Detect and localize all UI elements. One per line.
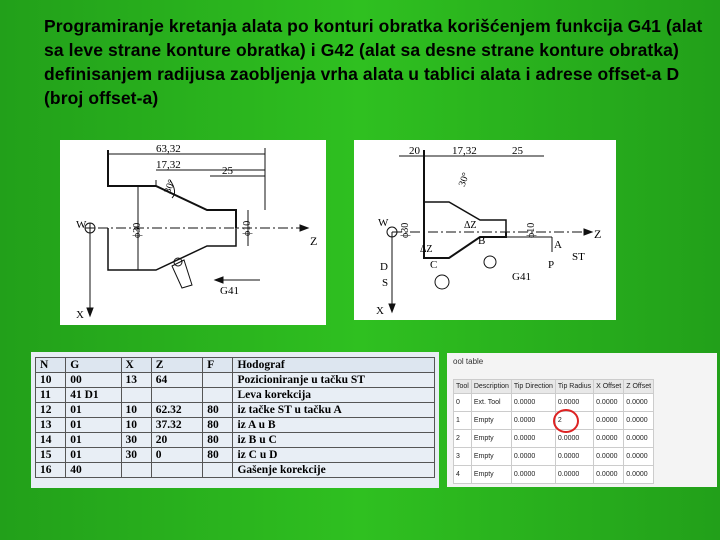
- cell: 11: [36, 388, 66, 403]
- contour-diagram-g41: [60, 140, 326, 325]
- program-table: [35, 357, 435, 478]
- cell[interactable]: 0.0000: [511, 430, 555, 448]
- cell: Leva korekcija: [233, 388, 435, 403]
- z-label: Z: [594, 227, 602, 241]
- cell[interactable]: 4: [454, 466, 472, 484]
- cell[interactable]: 0.0000: [511, 412, 555, 430]
- dz1-label: ΔZ: [464, 220, 477, 231]
- g41-label: G41: [220, 285, 239, 297]
- cell: 01: [66, 448, 121, 463]
- cell: 80: [203, 418, 233, 433]
- header-tip-direction: Tip Direction: [511, 380, 555, 394]
- w-label: W: [76, 219, 87, 231]
- cell[interactable]: 0.0000: [511, 394, 555, 412]
- dim-b: 25: [222, 165, 233, 177]
- table-row[interactable]: [454, 430, 654, 448]
- table-row: [36, 463, 435, 478]
- d30-label: ϕ30: [132, 222, 143, 238]
- st-label: ST: [572, 251, 585, 263]
- dz2-label: ΔZ: [420, 244, 433, 255]
- a-label: A: [554, 239, 562, 251]
- cell: 14: [36, 433, 66, 448]
- cell: iz B u C: [233, 433, 435, 448]
- cell: 00: [66, 373, 121, 388]
- tool-table-title: ool table: [453, 357, 484, 366]
- tool-table: [453, 379, 654, 484]
- cell[interactable]: 2: [454, 430, 472, 448]
- cell[interactable]: Ext. Tool: [471, 394, 511, 412]
- slide-title: Programiranje kretanja alata po konturi obratka korišćenjem funkcija G41 (alat sa leve strane konture obratka) i G42 (alat sa desne strane konture obratka) definisanjem radijusa zaobljenja vrha alata u tablici alata i adrese offset-a D (broj offset-a): [44, 16, 703, 108]
- cell: 20: [151, 433, 202, 448]
- header-tip-radius: Tip Radius: [555, 380, 593, 394]
- cell: 64: [151, 373, 202, 388]
- cell[interactable]: Empty: [471, 430, 511, 448]
- cell[interactable]: Empty: [471, 448, 511, 466]
- table-row[interactable]: [454, 466, 654, 484]
- table-row: [36, 433, 435, 448]
- s-label: S: [382, 277, 389, 289]
- header-g: G: [66, 358, 121, 373]
- header-x-offset: X Offset: [594, 380, 624, 394]
- highlight-circle: [553, 409, 579, 433]
- table-row: [36, 418, 435, 433]
- g41-label: G41: [512, 271, 531, 283]
- cell: [203, 463, 233, 478]
- cell: 62.32: [151, 403, 202, 418]
- d10-label: ϕ10: [526, 222, 537, 238]
- cell[interactable]: 1: [454, 412, 472, 430]
- header-z-offset: Z Offset: [624, 380, 654, 394]
- cell[interactable]: 0.0000: [624, 412, 654, 430]
- table-row[interactable]: [454, 394, 654, 412]
- table-row: [36, 388, 435, 403]
- cell[interactable]: 3: [454, 448, 472, 466]
- z-label: Z: [310, 234, 318, 248]
- dim-c: 25: [512, 145, 523, 157]
- header-description: Description: [471, 380, 511, 394]
- cell: 40: [66, 463, 121, 478]
- cell: 80: [203, 448, 233, 463]
- header-tool: Tool: [454, 380, 472, 394]
- cell: [203, 388, 233, 403]
- cell[interactable]: 0.0000: [624, 430, 654, 448]
- cell: 80: [203, 403, 233, 418]
- header-z: Z: [151, 358, 202, 373]
- cell[interactable]: Empty: [471, 466, 511, 484]
- cell: 30: [121, 448, 151, 463]
- cell: 10: [121, 403, 151, 418]
- header-n: N: [36, 358, 66, 373]
- cell[interactable]: 0.0000: [624, 394, 654, 412]
- cell: [203, 373, 233, 388]
- cell: 37.32: [151, 418, 202, 433]
- cell[interactable]: 0.0000: [555, 430, 593, 448]
- cell[interactable]: 0.0000: [594, 394, 624, 412]
- table-row: [36, 373, 435, 388]
- cell[interactable]: 0.0000: [624, 466, 654, 484]
- program-table-panel: [31, 352, 439, 488]
- table-row: [36, 403, 435, 418]
- cell[interactable]: 0.0000: [594, 412, 624, 430]
- cell: iz C u D: [233, 448, 435, 463]
- cell: [121, 463, 151, 478]
- angle-label: 30°: [162, 178, 178, 196]
- cell: 01: [66, 433, 121, 448]
- x-label: X: [376, 305, 384, 317]
- d-label: D: [380, 261, 388, 273]
- contour-diagram-g41-detail: [354, 140, 616, 320]
- cell[interactable]: 0.0000: [594, 448, 624, 466]
- cell[interactable]: 0.0000: [594, 430, 624, 448]
- x-label: X: [76, 309, 84, 321]
- cell[interactable]: 0.0000: [555, 466, 593, 484]
- dim-total: 63,32: [156, 143, 181, 155]
- cell[interactable]: 0.0000: [624, 448, 654, 466]
- table-row[interactable]: [454, 448, 654, 466]
- cell: 01: [66, 403, 121, 418]
- cell[interactable]: 0.0000: [511, 466, 555, 484]
- tip-radius-highlighted[interactable]: [555, 412, 593, 430]
- header-x: X: [121, 358, 151, 373]
- cell[interactable]: 0.0000: [555, 394, 593, 412]
- cell: 01: [66, 418, 121, 433]
- cell: 0: [151, 448, 202, 463]
- cell[interactable]: 0.0000: [594, 466, 624, 484]
- cell[interactable]: Empty: [471, 412, 511, 430]
- cell: 13: [121, 373, 151, 388]
- cell: iz tačke ST u tačku A: [233, 403, 435, 418]
- cell: 2: [557, 417, 562, 424]
- c-label: C: [430, 259, 438, 271]
- table-header-row: [36, 358, 435, 373]
- cell[interactable]: 0.0000: [555, 448, 593, 466]
- cell: Pozicioniranje u tačku ST: [233, 373, 435, 388]
- tool-table-window: [447, 353, 717, 487]
- cell: 15: [36, 448, 66, 463]
- header-f: F: [203, 358, 233, 373]
- cell: 10: [121, 418, 151, 433]
- cell: 12: [36, 403, 66, 418]
- cell: 80: [203, 433, 233, 448]
- cell: 10: [36, 373, 66, 388]
- cell: [151, 388, 202, 403]
- d10-label: ϕ10: [242, 220, 253, 236]
- cell: iz A u B: [233, 418, 435, 433]
- table-row: [36, 448, 435, 463]
- d30-label: ϕ30: [400, 222, 411, 238]
- cell[interactable]: 0.0000: [511, 448, 555, 466]
- cell: 30: [121, 433, 151, 448]
- cell: [151, 463, 202, 478]
- table-row[interactable]: [454, 412, 654, 430]
- header-hodograf: Hodograf: [233, 358, 435, 373]
- cell: 16: [36, 463, 66, 478]
- dim-a: 17,32: [156, 159, 181, 171]
- cell: 41 D1: [66, 388, 121, 403]
- angle-label: 30°: [456, 171, 472, 189]
- b-label: B: [478, 235, 486, 247]
- dim-a: 20: [409, 145, 420, 157]
- cell: [121, 388, 151, 403]
- w-label: W: [378, 217, 389, 229]
- dim-b: 17,32: [452, 145, 477, 157]
- p-label: P: [548, 259, 555, 271]
- cell[interactable]: 0: [454, 394, 472, 412]
- cell: Gašenje korekcije: [233, 463, 435, 478]
- cell: 13: [36, 418, 66, 433]
